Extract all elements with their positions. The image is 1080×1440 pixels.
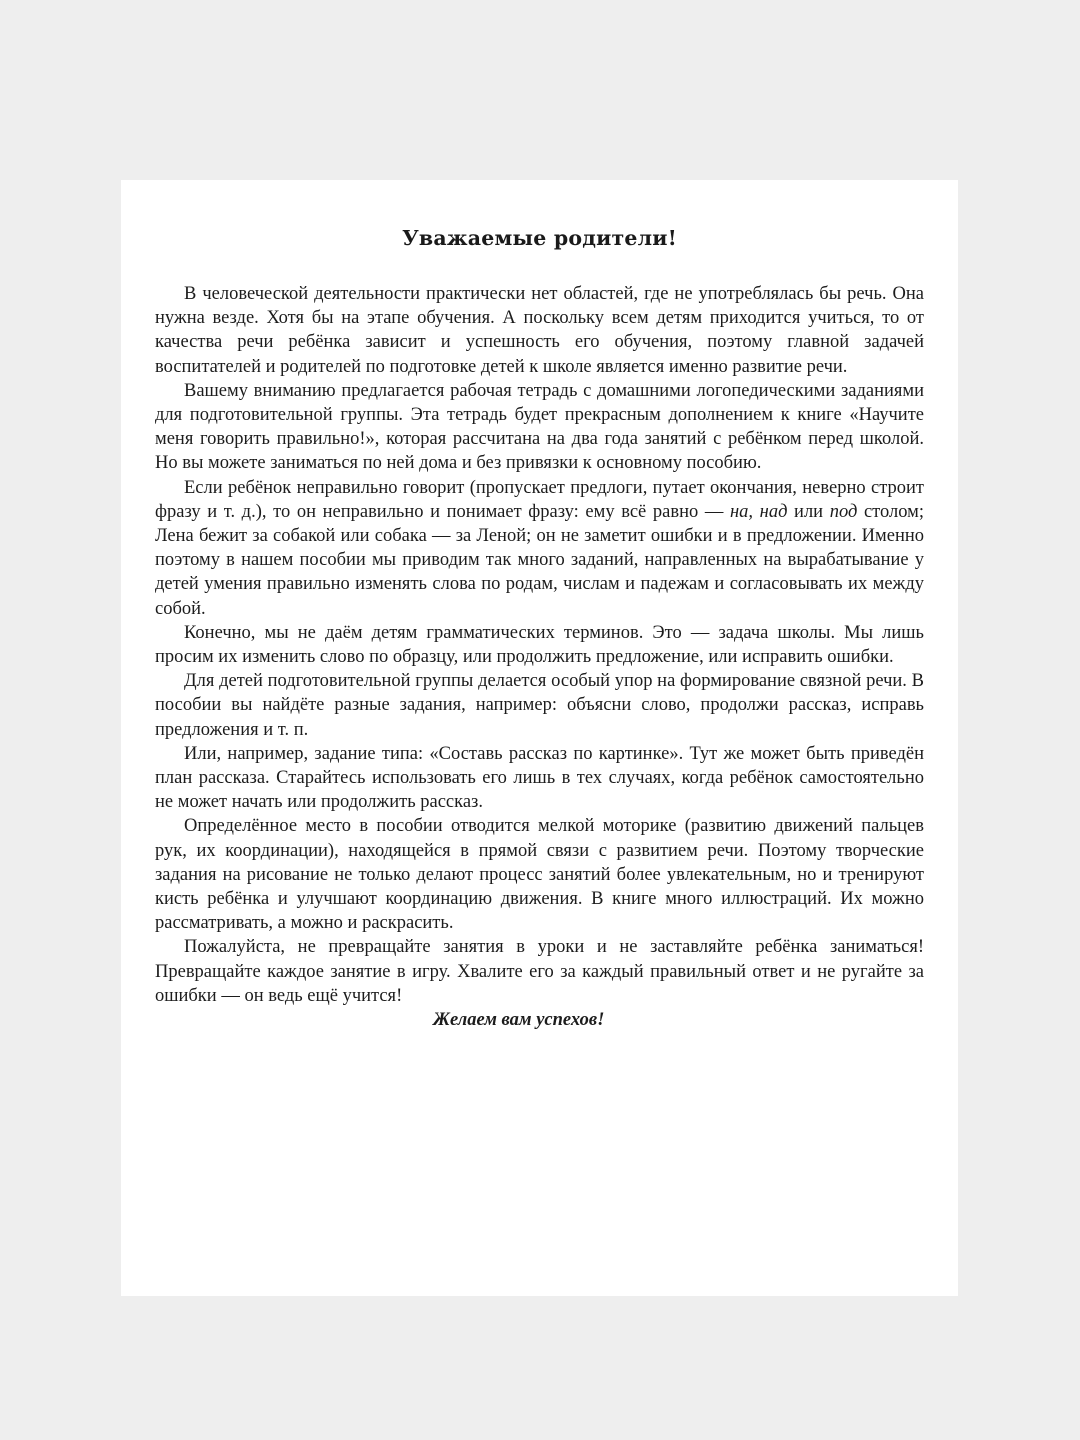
paragraph-3-italic-a: на, над	[729, 501, 788, 522]
closing-wish: Желаем вам успехов!	[433, 1010, 605, 1031]
paragraph-3-text-b: или	[787, 501, 830, 522]
paragraph-3-text-c: столом; Лена бежит за собакой или собака — за Леной; он не заметит ошибки и в предложении. Именно поэтому в нашем пособии мы приводим так много заданий, направленных на вырабатывание у детей умения правильно изменять слова по родам, числам и падежам и согласовывать их между собой.	[155, 501, 924, 619]
letter-body	[155, 282, 924, 1032]
page-title: Уважаемые родители!	[402, 226, 677, 250]
paragraph-3-italic-b: под	[829, 501, 858, 522]
paragraph-8: Пожалуйста, не превращайте занятия в уроки и не заставляйте ребёнка заниматься! Превращайте каждое занятие в игру. Хвалите его за каждый правильный ответ и не ругайте за ошибки — он ведь ещё учится!	[155, 937, 924, 1006]
paragraph-4: Конечно, мы не даём детям грамматических терминов. Это — задача школы. Мы лишь просим их изменить слово по образцу, или продолжить предложение, или исправить ошибки.	[155, 622, 924, 668]
paragraph-1: В человеческой деятельности практически нет областей, где не употреблялась бы речь. Она нужна везде. Хотя бы на этапе обучения. А поскольку всем детям приходится учиться, то от качества речи ребёнка зависит и успешность его обучения, поэтому главной задачей воспитателей и родителей по подготовке детей к школе является именно развитие речи.	[155, 284, 924, 377]
document-page	[121, 180, 958, 1296]
paragraph-7: Определённое место в пособии отводится мелкой моторике (развитию движений пальцев рук, их координации), находящейся в прямой связи с развитием речи. Поэтому творческие задания на рисование не только делают процесс занятий более увлекательным, но и тренируют кисть ребёнка и улучшают координацию движения. В книге много иллюстраций. Их можно рассматривать, а можно и раскрасить.	[155, 816, 924, 934]
paragraph-3	[155, 476, 924, 621]
paragraph-3-text-a: Если ребёнок неправильно говорит (пропускает предлоги, путает окончания, неверно строит фразу и т. д.), то он неправильно и понимает фразу: ему всё равно —	[155, 477, 924, 522]
paragraph-2: Вашему вниманию предлагается рабочая тетрадь с домашними логопедическими заданиями для подготовительной группы. Эта тетрадь будет прекрасным дополнением к книге «Научите меня говорить правильно!», которая рассчитана на два года занятий с ребёнком перед школой. Но вы можете заниматься по ней дома и без привязки к основному пособию.	[155, 380, 924, 474]
paragraph-6: Или, например, задание типа: «Составь рассказ по картинке». Тут же может быть приведён план рассказа. Старайтесь использовать его лишь в тех случаях, когда ребёнок самостоятельно не может начать или продолжить рассказ.	[155, 743, 924, 813]
paragraph-5: Для детей подготовительной группы делается особый упор на формирование связной речи. В пособии вы найдёте разные задания, например: объясни слово, продолжи рассказ, исправь предложения и т. п.	[155, 671, 924, 740]
